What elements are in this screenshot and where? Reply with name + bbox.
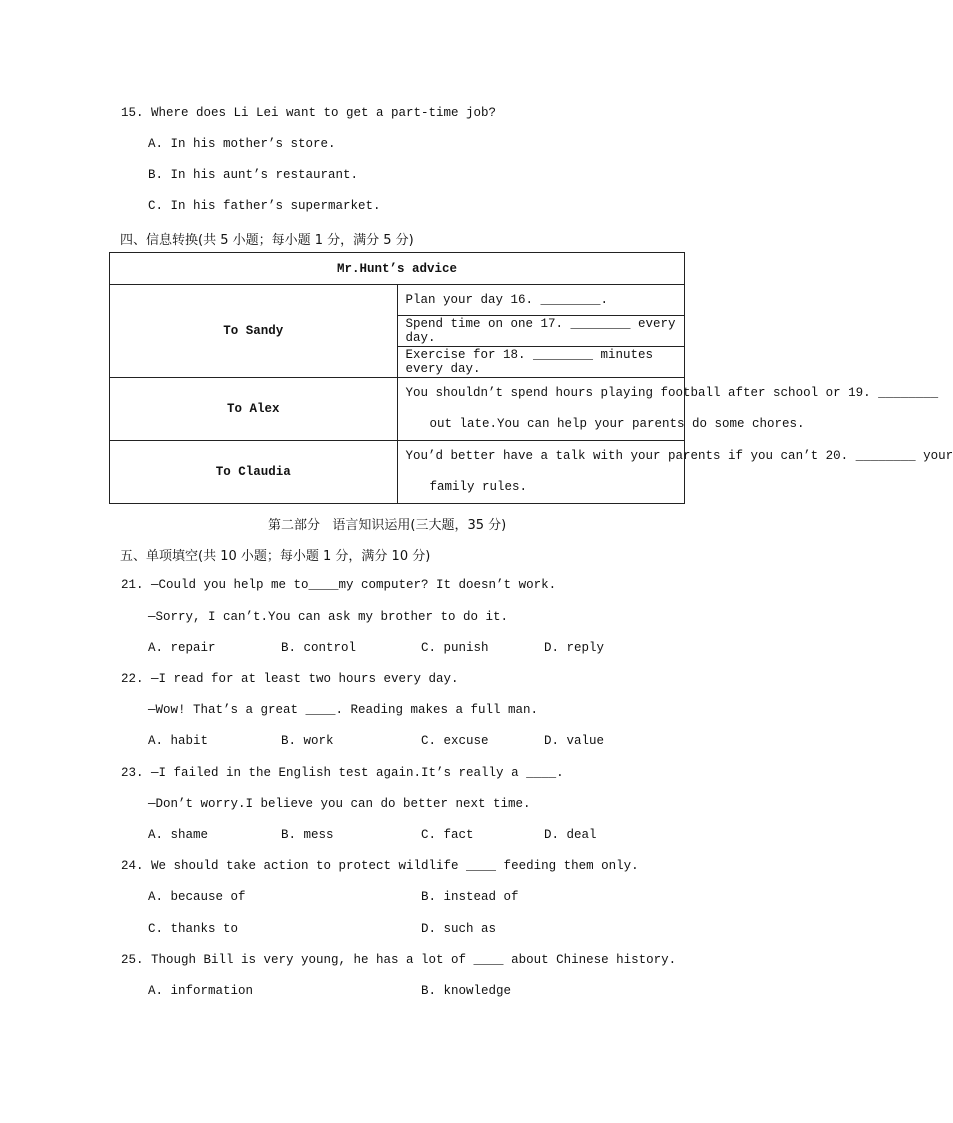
q25-stem: 25. Though Bill is very young, he has a lot of ____ about Chinese history. [121, 953, 677, 967]
sandy-advice-16: Plan your day 16. ________. [397, 285, 685, 316]
q22-stem: 22. —I read for at least two hours every day. [121, 672, 459, 686]
table-header: Mr.Hunt’s advice [110, 253, 685, 285]
q21-option-b: B. control [281, 641, 357, 655]
q22-option-b: B. work [281, 734, 334, 748]
row-label-alex: To Alex [110, 378, 398, 441]
q23-option-b: B. mess [281, 828, 334, 842]
q21-stem: 21. —Could you help me to____my computer? It doesn’t work. [121, 578, 557, 592]
row-label-claudia: To Claudia [110, 441, 398, 504]
q23-option-a: A. shame [148, 828, 209, 842]
q21-option-a: A. repair [148, 641, 216, 655]
q15-option-a: A. In his mother’s store. [148, 137, 336, 151]
q23-stem: 23. —I failed in the English test again.It’s really a ____. [121, 766, 564, 780]
alex-advice-line2: out late.You can help your parents do some chores. [429, 417, 805, 431]
q22-option-d: D. value [544, 734, 605, 748]
q24-option-c: C. thanks to [148, 922, 239, 936]
q24-option-d: D. such as [421, 922, 497, 936]
q25-option-a: A. information [148, 984, 254, 998]
row-label-sandy: To Sandy [110, 285, 398, 378]
claudia-advice-line1: You’d better have a talk with your parents if you can’t 20. ________ your [405, 449, 953, 463]
q23-option-d: D. deal [544, 828, 597, 842]
sandy-advice-17: Spend time on one 17. ________ every day. [397, 316, 685, 347]
claudia-advice-line2: family rules. [429, 480, 528, 494]
claudia-advice-20 [397, 441, 953, 504]
q23-option-c: C. fact [421, 828, 474, 842]
q24-stem: 24. We should take action to protect wildlife ____ feeding them only. [121, 859, 639, 873]
alex-advice-line1: You shouldn’t spend hours playing football after school or 19. ________ [405, 386, 939, 400]
section4-title: 四、信息转换(共 5 小题；每小题 1 分，满分 5 分) [120, 233, 414, 248]
q23-reply: —Don’t worry.I believe you can do better next time. [148, 797, 531, 811]
q22-reply: —Wow! That’s a great ____. Reading makes a full man. [148, 703, 539, 717]
part2-title: 第二部分 语言知识运用(三大题，35 分) [268, 518, 507, 533]
q22-option-c: C. excuse [421, 734, 489, 748]
advice-table [109, 252, 953, 504]
alex-advice-19 [397, 378, 939, 441]
q24-option-b: B. instead of [421, 890, 519, 904]
q21-option-c: C. punish [421, 641, 489, 655]
q15-option-c: C. In his father’s supermarket. [148, 199, 381, 213]
sandy-advice-18: Exercise for 18. ________ minutes every day. [397, 347, 685, 378]
section5-title: 五、单项填空(共 10 小题；每小题 1 分，满分 10 分) [120, 549, 431, 564]
q21-reply: —Sorry, I can’t.You can ask my brother to do it. [148, 610, 509, 624]
q21-option-d: D. reply [544, 641, 605, 655]
q24-option-a: A. because of [148, 890, 246, 904]
q22-option-a: A. habit [148, 734, 209, 748]
q15-stem: 15. Where does Li Lei want to get a part-time job? [121, 106, 497, 120]
q25-option-b: B. knowledge [421, 984, 512, 998]
q15-option-b: B. In his aunt’s restaurant. [148, 168, 359, 182]
